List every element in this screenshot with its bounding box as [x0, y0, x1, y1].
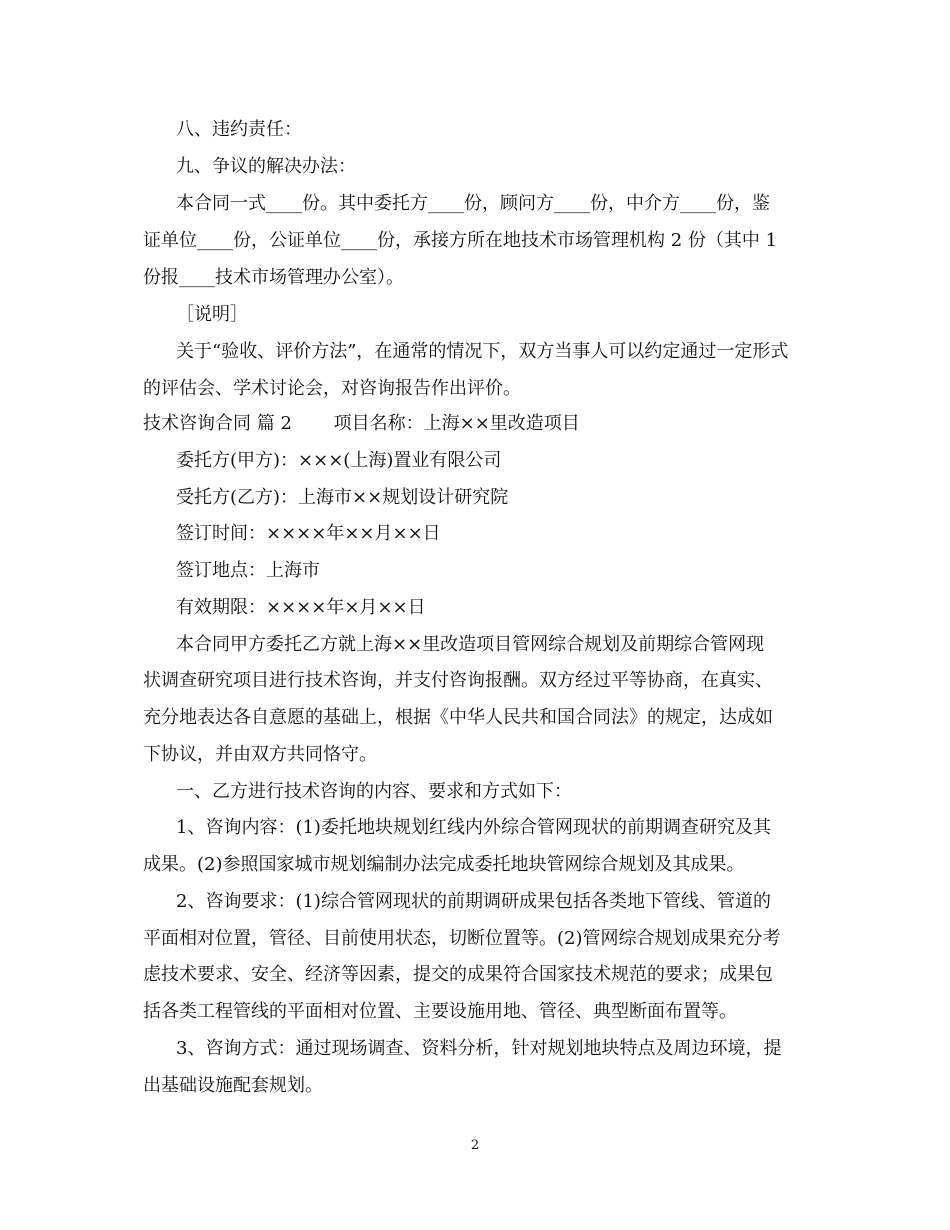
item-2-line-4: 括各类工程管线的平面相对位置、主要设施用地、管径、典型断面布置等。 — [143, 1001, 737, 1022]
item-3-line-1: 3、咨询方式：通过现场调查、资料分析，针对规划地块特点及周边环境，提 — [176, 1038, 782, 1059]
intro-paragraph-line-1: 本合同甲方委托乙方就上海××里改造项目管网综合规划及前期综合管网现 — [176, 634, 765, 655]
signing-place: 签订地点：上海市 — [176, 560, 320, 581]
intro-paragraph-line-4: 下协议，并由双方共同恪守。 — [143, 744, 377, 765]
item-1-line-2: 成果。(2)参照国家城市规划编制办法完成委托地块管网综合规划及其成果。 — [143, 854, 745, 875]
item-3-line-2: 出基础设施配套规划。 — [143, 1075, 323, 1096]
note-heading: ［说明］ — [176, 304, 248, 325]
page-number: 2 — [470, 1138, 480, 1153]
note-paragraph-line-1: 关于“验收、评价方法”，在通常的情况下，双方当事人可以约定通过一定形式 — [176, 341, 789, 362]
clause-8-heading: 八、违约责任： — [176, 119, 302, 140]
item-2-line-3: 虑技术要求、安全、经济等因素，提交的成果符合国家技术规范的要求；成果包 — [143, 964, 773, 985]
copies-paragraph-line-1: 本合同一式____份。其中委托方____份，顾问方____份，中介方____份，鉴 — [176, 193, 770, 214]
copies-paragraph-line-3: 份报____技术市场管理办公室）。 — [143, 267, 404, 288]
item-2-line-2: 平面相对位置，管径、目前使用状态，切断位置等。(2)管网综合规划成果充分考 — [143, 928, 781, 949]
note-paragraph-line-2: 的评估会、学术讨论会，对咨询报告作出评价。 — [143, 378, 521, 399]
clause-9-heading: 九、争议的解决办法： — [176, 156, 356, 177]
client-party: 委托方(甲方)：×××(上海)置业有限公司 — [176, 450, 502, 471]
copies-paragraph-line-2: 证单位____份，公证单位____份，承接方所在地技术市场管理机构 2 份（其中 1 — [143, 230, 778, 251]
item-1-line-1: 1、咨询内容：(1)委托地块规划红线内外综合管网现状的前期调查研究及其 — [176, 817, 771, 838]
contract-2-title-line: 技术咨询合同 篇 2 项目名称：上海××里改造项目 — [143, 413, 580, 434]
signing-date: 签订时间：××××年××月××日 — [176, 523, 441, 544]
intro-paragraph-line-3: 充分地表达各自意愿的基础上，根据《中华人民共和国合同法》的规定，达成如 — [143, 707, 773, 728]
contractor-party: 受托方(乙方)：上海市××规划设计研究院 — [176, 487, 509, 508]
intro-paragraph-line-2: 状调查研究项目进行技术咨询，并支付咨询报酬。双方经过平等协商，在真实、 — [143, 670, 773, 691]
item-2-line-1: 2、咨询要求：(1)综合管网现状的前期调研成果包括各类地下管线、管道的 — [176, 891, 771, 912]
validity-period: 有效期限：××××年×月××日 — [176, 597, 426, 618]
section-1-heading: 一、乙方进行技术咨询的内容、要求和方式如下： — [176, 781, 572, 802]
